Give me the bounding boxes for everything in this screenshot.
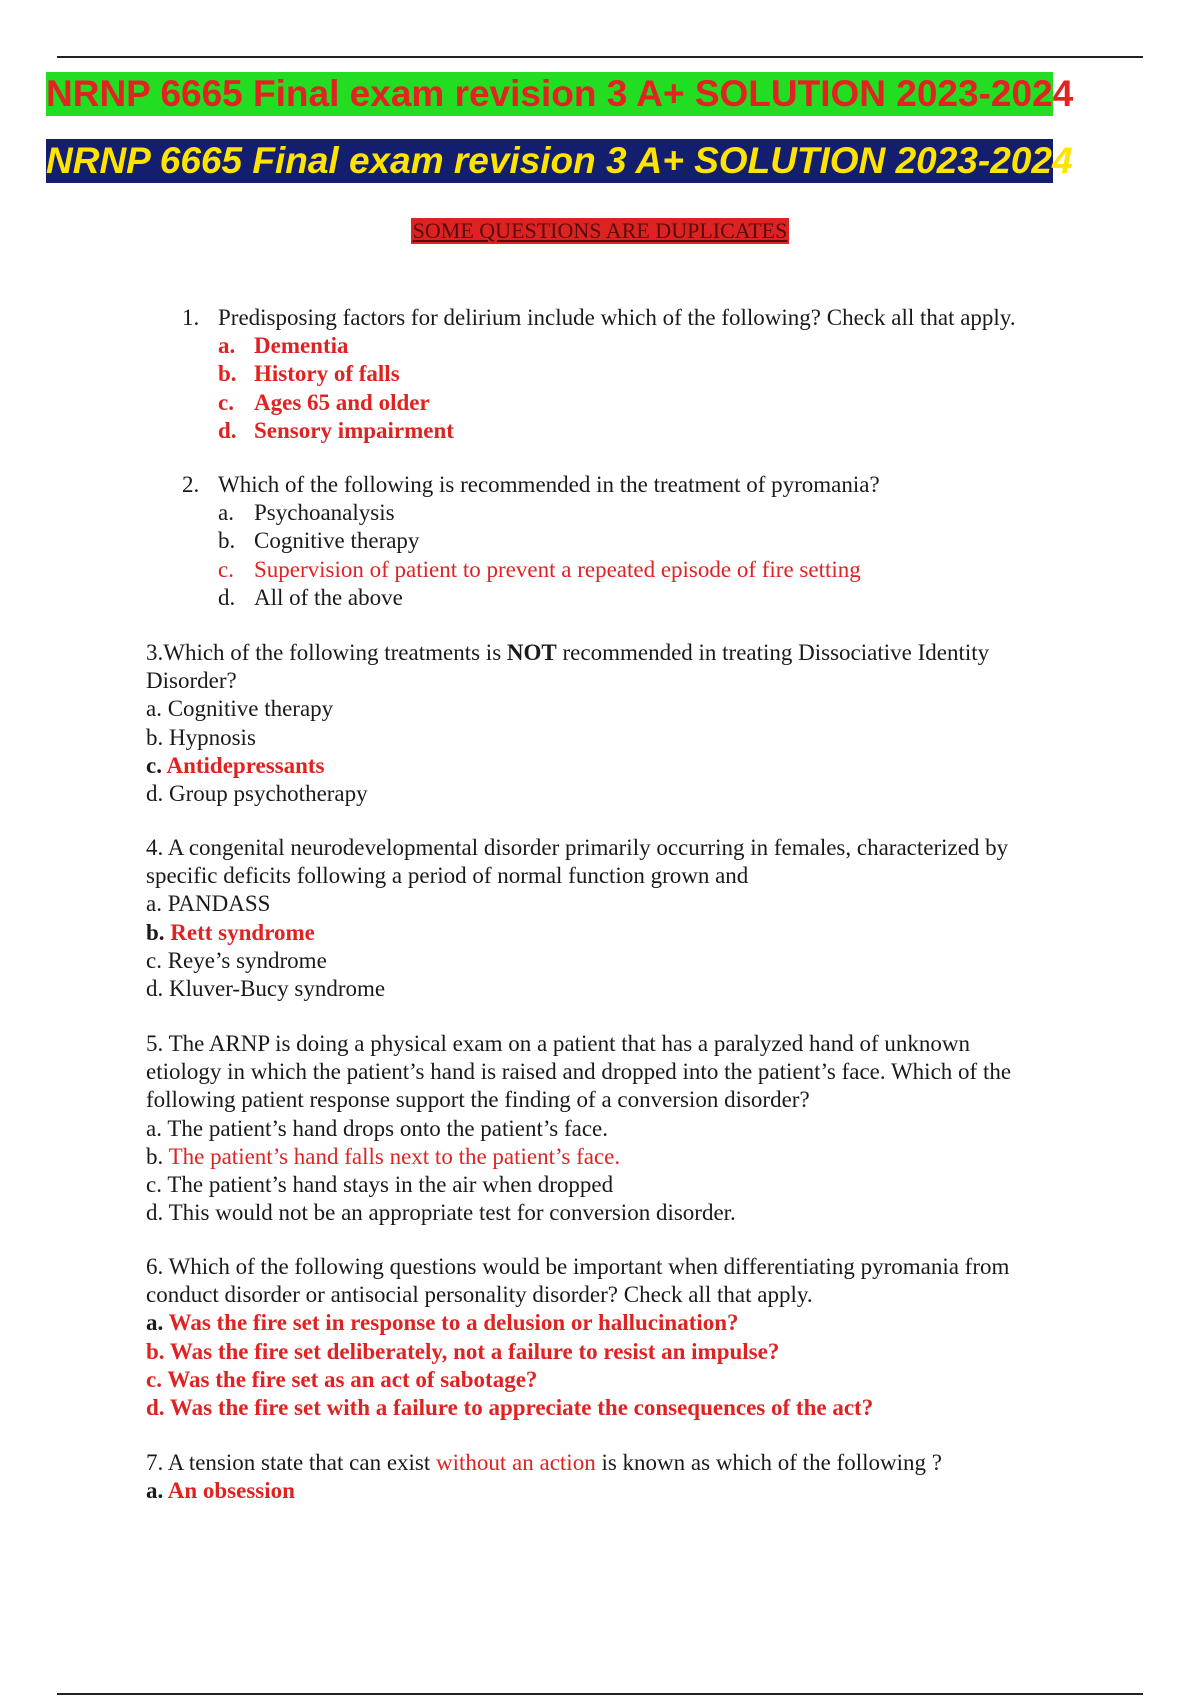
option-letter: d. [146,976,164,1002]
option-text: Cognitive therapy [167,696,334,722]
question-3 [146,639,1076,808]
question-4 [146,834,1076,1003]
option-a [182,499,1082,527]
option-letter: a. [146,1478,164,1504]
option-c [146,1366,1076,1394]
option-letter: b. [218,528,236,554]
option-text: Hypnosis [169,724,256,750]
option-letter: a. [146,1310,164,1336]
notice-container [0,218,1200,244]
option-letter: b. [146,1143,164,1169]
question-6 [146,1253,1076,1422]
option-letter: c. [146,947,162,973]
option-c [182,556,1082,584]
option-letter: c. [146,1366,162,1392]
question-text-line-2: etiology in which the patient’s hand is raised and dropped into the patient’s face. Which of the [146,1059,1012,1085]
option-text: PANDASS [167,891,271,917]
option-text: Ages 65 and older [254,389,430,415]
option-d [146,975,1076,1003]
option-text: An obsession [167,1478,295,1504]
option-a [146,1477,1076,1505]
question-text: 5. The ARNP is doing a physical exam on a patient that has a paralyzed hand of unknown [146,1031,970,1056]
option-text: The patient’s hand falls next to the patient’s face. [168,1143,621,1169]
option-letter: b. [146,1338,165,1364]
option-text: Antidepressants [166,752,325,778]
document-title-italic: NRNP 6665 Final exam revision 3 A+ SOLUTION 2023-2024 [46,140,1073,181]
question-number: 2. [182,472,200,497]
option-b [146,724,1076,752]
option-text: History of falls [254,361,400,387]
question-2 [182,471,1082,612]
option-a [146,1309,1076,1337]
question-text-start: 3.Which of the following treatments is [146,640,507,665]
question-text-line-2: conduct disorder or antisocial personality disorder? Check all that apply. [146,1282,813,1308]
option-c [146,752,1076,780]
option-letter: a. [146,891,162,917]
option-b [146,1338,1076,1366]
option-letter: d. [218,417,237,443]
question-5 [146,1030,1076,1227]
option-text: Was the fire set in response to a delusion or hallucination? [168,1310,739,1336]
option-text: The patient’s hand drops onto the patient’s face. [167,1115,609,1141]
option-letter: c. [146,1172,162,1198]
option-text: Dementia [254,333,349,359]
option-d [146,1394,1076,1422]
option-letter: a. [218,333,236,359]
option-b [182,527,1082,555]
option-d [182,584,1082,612]
option-letter: c. [218,556,234,582]
question-text: Which of the following is recommended in the treatment of pyromania? [218,472,880,497]
question-text [146,639,1076,667]
option-letter: a. [218,500,234,526]
question-text-start: 7. A tension state that can exist [146,1450,437,1475]
option-a [146,1115,1076,1143]
option-a [146,695,1076,723]
option-a [146,890,1076,918]
option-text: Sensory impairment [254,417,454,443]
option-text: Psychoanalysis [254,500,395,526]
option-letter: c. [146,752,162,778]
question-text-line-3: following patient response support the finding of a conversion disorder? [146,1087,810,1113]
question-text-end: recommended in treating Dissociative Identity [556,640,990,665]
question-text-line-2: Disorder? [146,668,237,694]
option-d [146,1199,1076,1227]
option-text: All of the above [254,584,403,610]
option-d [146,780,1076,808]
duplicates-notice: SOME QUESTIONS ARE DUPLICATES [412,218,788,243]
question-text: Predisposing factors for delirium include which of the following? Check all that apply. [218,305,1016,330]
option-text: Was the fire set with a failure to appreciate the consequences of the act? [169,1395,874,1421]
option-text: Rett syndrome [170,919,315,945]
option-text: Was the fire set deliberately, not a failure to resist an impulse? [169,1338,780,1364]
option-letter: a. [146,696,162,722]
option-letter: d. [146,1200,164,1226]
option-text: Kluver-Bucy syndrome [169,976,386,1002]
option-letter: b. [218,361,237,387]
question-text-highlight: without an action [436,1450,596,1475]
option-c [146,1171,1076,1199]
question-text-line-2: specific deficits following a period of normal function grown and [146,863,749,889]
option-letter: d. [218,584,236,610]
option-text: This would not be an appropriate test for conversion disorder. [168,1200,736,1226]
top-rule [57,56,1143,58]
option-letter: d. [146,1395,165,1421]
option-letter: c. [218,389,234,415]
option-letter: b. [146,919,165,945]
question-1 [182,304,1082,445]
option-text: Supervision of patient to prevent a repeated episode of fire setting [254,556,861,582]
document-title: NRNP 6665 Final exam revision 3 A+ SOLUTION 2023-2024 [46,73,1074,114]
question-text: 6. Which of the following questions would be important when differentiating pyromania from [146,1254,1010,1279]
question-text-end: is known as which of the following ? [595,1450,942,1475]
question-number: 1. [182,305,200,330]
option-b [182,360,1082,388]
option-letter: a. [146,1115,162,1141]
option-text: Cognitive therapy [254,528,420,554]
question-text [146,1449,1076,1477]
option-text: Group psychotherapy [169,781,368,807]
question-text-emphasis: NOT [506,640,557,665]
question-7 [146,1449,1076,1505]
option-text: Reye’s syndrome [167,947,327,973]
option-text: Was the fire set as an act of sabotage? [167,1366,538,1392]
option-a [182,332,1082,360]
question-text: 4. A congenital neurodevelopmental disorder primarily occurring in females, characterized by [146,835,1009,860]
option-b [146,919,1076,947]
bottom-rule [57,1693,1143,1695]
option-d [182,417,1082,445]
option-c [182,389,1082,417]
option-letter: d. [146,781,164,807]
option-text: The patient’s hand stays in the air when dropped [167,1172,614,1198]
option-letter: b. [146,724,164,750]
option-b [146,1143,1076,1171]
option-c [146,947,1076,975]
